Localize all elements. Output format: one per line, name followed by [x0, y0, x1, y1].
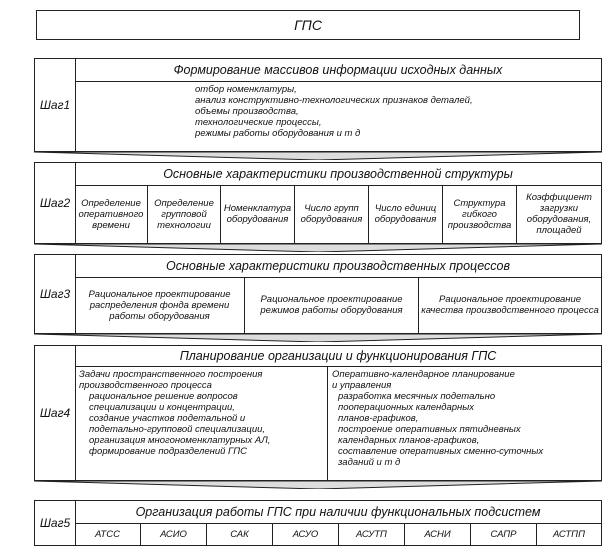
- step1-body: [75, 81, 601, 151]
- step5-block: [34, 500, 602, 546]
- step3-header: Основные характеристики производственных процессов: [75, 255, 601, 278]
- step4-body: [75, 366, 601, 480]
- step2-header: Основные характеристики производственной структуры: [75, 163, 601, 186]
- step4-block: [34, 345, 602, 481]
- step4-right-line: построение оперативных пятидневных: [338, 424, 521, 435]
- step4-left-line: создание участков подетальной и: [89, 413, 246, 424]
- step5-cell: АТСС: [75, 523, 141, 545]
- step1-header: Формирование массивов информации исходных данных: [75, 59, 601, 82]
- step2-cell: Определение групповой технологии: [148, 185, 221, 243]
- step3-label: Шаг3: [35, 255, 76, 333]
- step2-cell: Коэффициент загрузки оборудования, площадей: [526, 192, 592, 236]
- gps-title: ГПС: [294, 17, 322, 33]
- step4-right-line: пооперационных календарных: [338, 402, 475, 413]
- step4-right-line: и управления: [332, 380, 392, 391]
- step5-cell: САК: [207, 523, 273, 545]
- step2-cell: Определение оперативного времени: [75, 185, 148, 243]
- step3-cell: Рациональное проектирование качества производственного процесса: [421, 294, 599, 316]
- step2-cell: Структура гибкого производства: [443, 185, 517, 243]
- step5-cell: АСУТП: [339, 523, 405, 545]
- step4-right-line: календарных планов-графиков,: [338, 435, 480, 446]
- step4-left-line: подетально-групповой специализации,: [89, 424, 266, 435]
- step4-left-line: формирование подразделений ГПС: [89, 446, 247, 457]
- step4-left-line: специализации и концентрации,: [89, 402, 235, 413]
- step1-line: отбор номенклатуры,: [195, 84, 297, 95]
- step-connector-arrow: [34, 244, 602, 252]
- step1-line: анализ конструктивно-технологических признаков деталей,: [195, 95, 473, 106]
- step2-label: Шаг2: [35, 163, 76, 243]
- step3-block: [34, 254, 602, 334]
- step5-body: [75, 523, 601, 545]
- step-connector-arrow: [34, 481, 602, 489]
- step4-right-line: разработка месячных подетально: [338, 391, 496, 402]
- step2-body: [75, 185, 601, 243]
- step3-cell: Рациональное проектирование распределения фонда времени работы оборудования: [75, 277, 245, 333]
- step2-cell: Число единиц оборудования: [369, 185, 443, 243]
- step2-cell: Число групп оборудования: [295, 185, 369, 243]
- step-connector-arrow: [34, 334, 602, 342]
- gps-title-box: [36, 10, 580, 40]
- step1-line: технологические процессы,: [195, 117, 322, 128]
- step1-block: [34, 58, 602, 152]
- step4-left-column: [75, 366, 328, 480]
- step5-cell: АСНИ: [405, 523, 471, 545]
- step3-cell: Рациональное проектирование режимов работы оборудования: [245, 277, 419, 333]
- step4-label: Шаг4: [35, 346, 76, 480]
- step5-header: Организация работы ГПС при наличии функциональных подсистем: [75, 501, 601, 524]
- step5-label: Шаг5: [35, 501, 76, 545]
- step4-right-line: Оперативно-календарное планирование: [332, 369, 515, 380]
- step3-body: [75, 277, 601, 333]
- step1-line: объемы производства,: [195, 106, 299, 117]
- step4-left-line: рациональное решение вопросов: [89, 391, 238, 402]
- step1-label: Шаг1: [35, 59, 76, 151]
- step-connector-arrow: [34, 152, 602, 160]
- step2-block: [34, 162, 602, 244]
- step4-right-line: составление оперативных сменно-суточных: [338, 446, 544, 457]
- step5-cell: АСТПП: [553, 528, 585, 540]
- step5-cell: АСУО: [273, 523, 339, 545]
- step4-header: Планирование организации и функционирования ГПС: [75, 346, 601, 367]
- step5-cell: АСИО: [141, 523, 207, 545]
- step5-cell: САПР: [471, 523, 537, 545]
- step4-left-line: производственного процесса: [79, 380, 212, 391]
- step4-right-column: [328, 366, 601, 480]
- step4-right-line: заданий и т д: [338, 457, 401, 468]
- step4-left-line: организация многономенклатурных АЛ,: [89, 435, 271, 446]
- step1-line: режимы работы оборудования и т д: [195, 128, 361, 139]
- step4-left-line: Задачи пространственного построения: [79, 369, 263, 380]
- step4-right-line: планов-графиков,: [338, 413, 419, 424]
- step2-cell: Номенклатура оборудования: [221, 185, 295, 243]
